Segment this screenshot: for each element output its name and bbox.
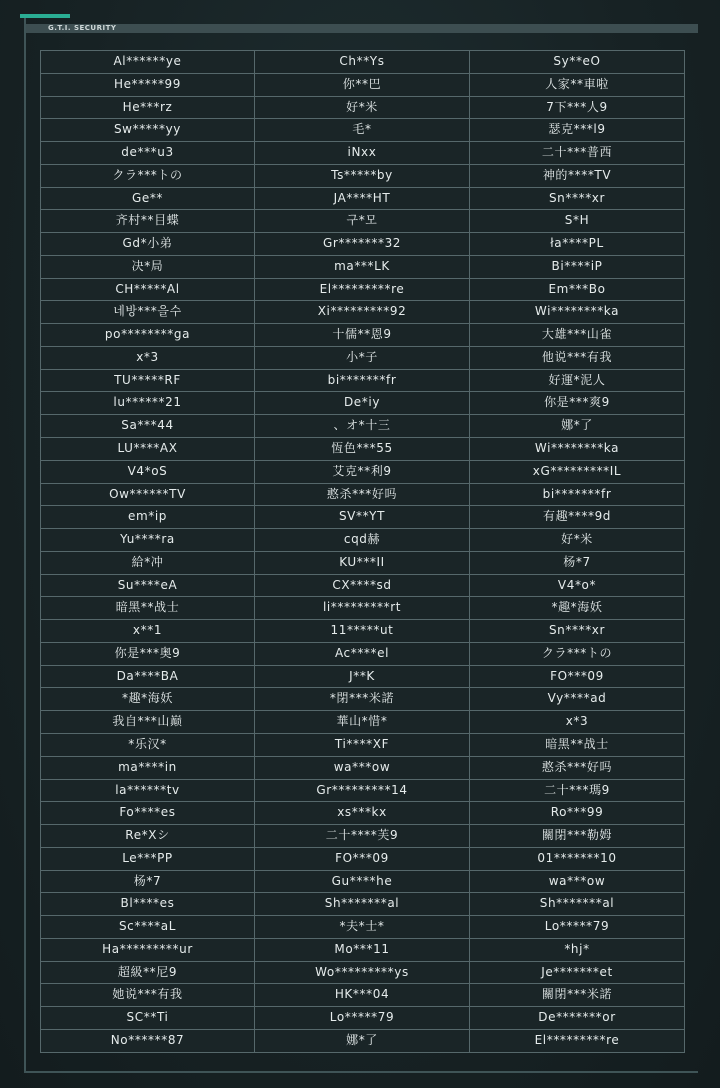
name-cell: 人家**車啦	[470, 74, 684, 96]
name-cell: x*3	[470, 711, 684, 733]
name-cell: 你是***奥9	[41, 643, 254, 665]
name-cell: 杨*7	[470, 552, 684, 574]
name-cell: 杨*7	[41, 871, 254, 893]
name-cell: Su****eA	[41, 575, 254, 597]
name-cell: 華山*惜*	[255, 711, 469, 733]
name-cell: ma***LK	[255, 256, 469, 278]
name-cell: JA****HT	[255, 188, 469, 210]
name-cell: SV**YT	[255, 506, 469, 528]
name-cell: 我自***山巅	[41, 711, 254, 733]
name-cell: Fo****es	[41, 802, 254, 824]
name-cell: J**K	[255, 666, 469, 688]
name-cell: xs***kx	[255, 802, 469, 824]
name-cell: *閉***米諾	[255, 688, 469, 710]
name-cell: He*****99	[41, 74, 254, 96]
name-cell: 01*******10	[470, 848, 684, 870]
name-cell: Lo*****79	[470, 916, 684, 938]
name-cell: 他说***有我	[470, 347, 684, 369]
name-cell: El*********re	[255, 279, 469, 301]
name-cell: cqd赫	[255, 529, 469, 551]
name-cell: wa***ow	[255, 757, 469, 779]
name-cell: Ro***99	[470, 802, 684, 824]
name-cell: 給*冲	[41, 552, 254, 574]
name-cell: 7下***人9	[470, 97, 684, 119]
name-cell: Yu****ra	[41, 529, 254, 551]
name-cell: Wi********ka	[470, 301, 684, 323]
name-cell: de***u3	[41, 142, 254, 164]
name-cell: Ti****XF	[255, 734, 469, 756]
name-cell: Ch**Ys	[255, 51, 469, 73]
name-cell: 二十***瑪9	[470, 780, 684, 802]
name-cell: 二十****芙9	[255, 825, 469, 847]
name-cell: Da****BA	[41, 666, 254, 688]
name-cell: 暗黑**战士	[470, 734, 684, 756]
name-cell: bi*******fr	[470, 484, 684, 506]
name-cell: 决*局	[41, 256, 254, 278]
name-cell: Ge**	[41, 188, 254, 210]
name-cell: Gu****he	[255, 871, 469, 893]
name-cell: 小*子	[255, 347, 469, 369]
name-cell: 你**巴	[255, 74, 469, 96]
name-cell: FO***09	[255, 848, 469, 870]
name-cell: De*iy	[255, 392, 469, 414]
name-cell: Sn****xr	[470, 188, 684, 210]
name-cell: Ow******TV	[41, 484, 254, 506]
name-cell: 娜*了	[255, 1030, 469, 1052]
name-cell: wa***ow	[470, 871, 684, 893]
name-cell: HK***04	[255, 984, 469, 1006]
name-cell: 十儒**恩9	[255, 324, 469, 346]
name-cell: 神的****TV	[470, 165, 684, 187]
name-cell: ła****PL	[470, 233, 684, 255]
name-cell: SC**Ti	[41, 1007, 254, 1029]
name-cell: Wi********ka	[470, 438, 684, 460]
name-cell: Sa***44	[41, 415, 254, 437]
name-cell: 好運*泥人	[470, 370, 684, 392]
name-cell: 11*****ut	[255, 620, 469, 642]
name-cell: Sc****aL	[41, 916, 254, 938]
name-cell: No******87	[41, 1030, 254, 1052]
name-cell: CH*****Al	[41, 279, 254, 301]
name-cell: *乐汉*	[41, 734, 254, 756]
header-label: G.T.I. SECURITY	[48, 24, 117, 32]
name-cell: Bl****es	[41, 893, 254, 915]
name-cell: *趣*海妖	[470, 597, 684, 619]
name-cell: Ts*****by	[255, 165, 469, 187]
name-cell: He***rz	[41, 97, 254, 119]
name-cell: la******tv	[41, 780, 254, 802]
name-cell: Vy****ad	[470, 688, 684, 710]
name-cell: bi*******fr	[255, 370, 469, 392]
name-cell: lu******21	[41, 392, 254, 414]
name-cell: x**1	[41, 620, 254, 642]
name-cell: *夫*士*	[255, 916, 469, 938]
masked-name-grid	[40, 50, 685, 1053]
name-cell: 구*모	[255, 210, 469, 232]
name-cell: Bi****iP	[470, 256, 684, 278]
name-cell: 二十***普西	[470, 142, 684, 164]
name-cell: Sn****xr	[470, 620, 684, 642]
name-cell: Sy**eO	[470, 51, 684, 73]
name-cell: Re*Xシ	[41, 825, 254, 847]
name-cell: TU*****RF	[41, 370, 254, 392]
name-cell: V4*o*	[470, 575, 684, 597]
name-cell: Gr*********14	[255, 780, 469, 802]
name-cell: 齐村**目蝶	[41, 210, 254, 232]
name-cell: LU****AX	[41, 438, 254, 460]
name-cell: 毛*	[255, 119, 469, 141]
name-cell: Ac****el	[255, 643, 469, 665]
name-cell: S*H	[470, 210, 684, 232]
name-cell: *hj*	[470, 939, 684, 961]
name-cell: li*********rt	[255, 597, 469, 619]
name-cell: Em***Bo	[470, 279, 684, 301]
name-cell: po********ga	[41, 324, 254, 346]
name-cell: 你是***爽9	[470, 392, 684, 414]
name-cell: 、オ*十三	[255, 415, 469, 437]
name-cell: V4*oS	[41, 461, 254, 483]
name-cell: El*********re	[470, 1030, 684, 1052]
name-cell: Lo*****79	[255, 1007, 469, 1029]
name-cell: 大雄***山雀	[470, 324, 684, 346]
name-cell: Sh*******al	[470, 893, 684, 915]
name-cell: 艾克**利9	[255, 461, 469, 483]
name-cell: Mo***11	[255, 939, 469, 961]
name-cell: 好*米	[470, 529, 684, 551]
name-cell: 恆色***55	[255, 438, 469, 460]
name-cell: CX****sd	[255, 575, 469, 597]
name-cell: De*******or	[470, 1007, 684, 1029]
name-cell: 關閉***勒姆	[470, 825, 684, 847]
name-cell: 關閉***米諾	[470, 984, 684, 1006]
name-cell: 暗黑**战士	[41, 597, 254, 619]
name-cell: KU***II	[255, 552, 469, 574]
name-cell: ma****in	[41, 757, 254, 779]
name-cell: Gd*小弟	[41, 233, 254, 255]
header-bar	[26, 24, 698, 33]
name-cell: Xi*********92	[255, 301, 469, 323]
name-cell: 憨杀***好吗	[255, 484, 469, 506]
name-cell: Al******ye	[41, 51, 254, 73]
name-cell: FO***09	[470, 666, 684, 688]
name-cell: xG*********IL	[470, 461, 684, 483]
name-cell: *趣*海妖	[41, 688, 254, 710]
name-cell: Je*******et	[470, 962, 684, 984]
name-cell: Sw*****yy	[41, 119, 254, 141]
name-cell: 네방***을수	[41, 301, 254, 323]
name-cell: Gr*******32	[255, 233, 469, 255]
name-cell: 瑟克***l9	[470, 119, 684, 141]
name-cell: 憨杀***好吗	[470, 757, 684, 779]
name-cell: Le***PP	[41, 848, 254, 870]
name-cell: 有趣****9d	[470, 506, 684, 528]
name-cell: Sh*******al	[255, 893, 469, 915]
name-cell: em*ip	[41, 506, 254, 528]
name-cell: 超級**尼9	[41, 962, 254, 984]
name-cell: クラ***トの	[41, 165, 254, 187]
name-cell: 好*米	[255, 97, 469, 119]
name-cell: iNxx	[255, 142, 469, 164]
corner-accent	[20, 14, 70, 18]
name-cell: Ha*********ur	[41, 939, 254, 961]
name-cell: Wo*********ys	[255, 962, 469, 984]
name-cell: 她说***有我	[41, 984, 254, 1006]
name-cell: クラ***トの	[470, 643, 684, 665]
name-cell: 娜*了	[470, 415, 684, 437]
name-cell: x*3	[41, 347, 254, 369]
